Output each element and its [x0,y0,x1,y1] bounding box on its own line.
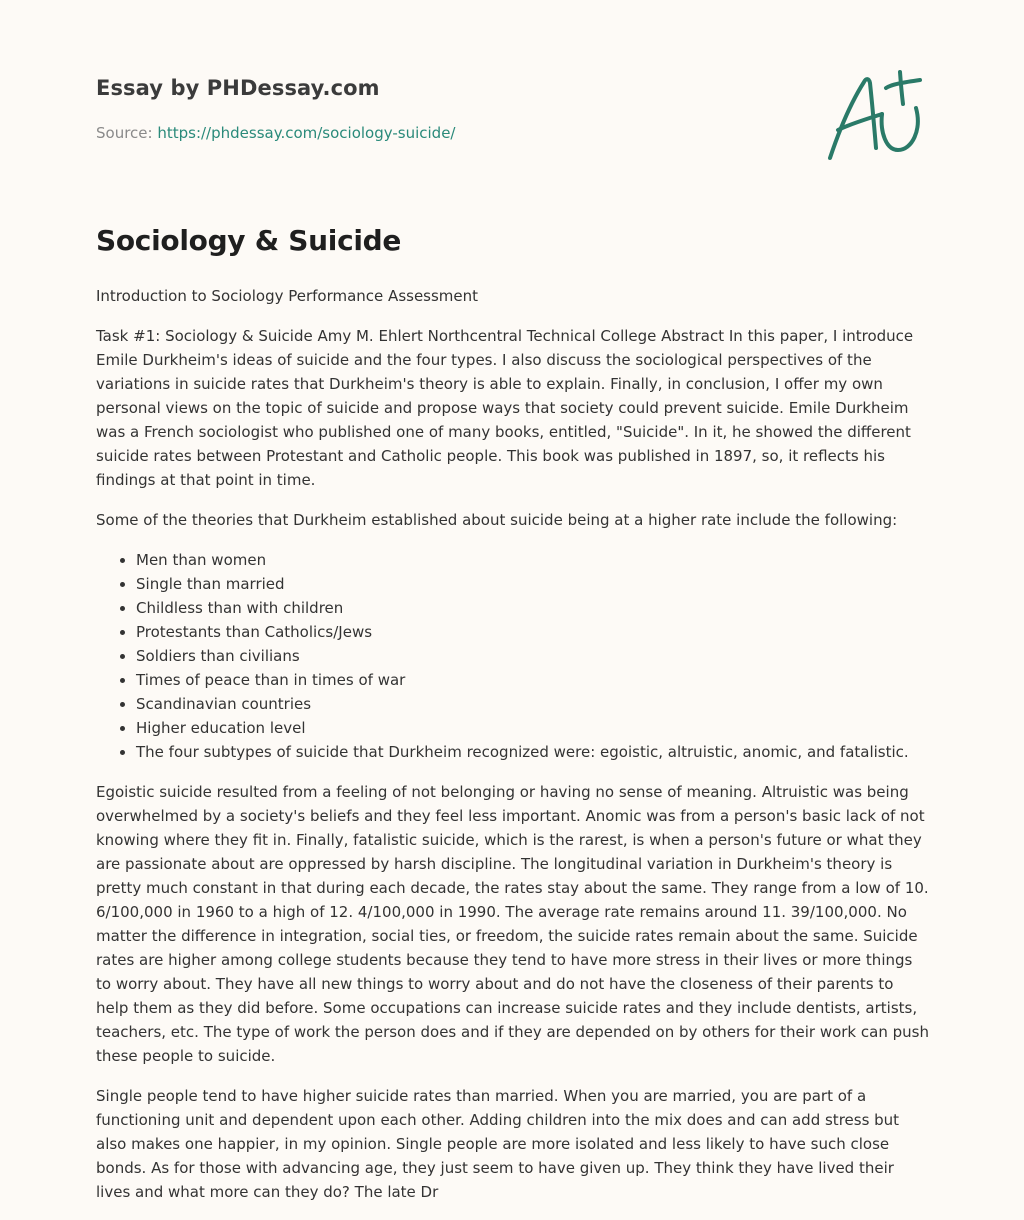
paragraph: Single people tend to have higher suicide rates than married. When you are married, you are part of a functioning unit and dependent upon each other. Adding children into the mix does and can add stress but also makes one happier, in my opinion. Single people are more isolated and less likely to have such close bonds. As for those with advancing age, they just seem to have given up. They think they have lived their lives and what more can they do? The late Dr [96,1087,900,1201]
theory-list [96,548,930,764]
source-link[interactable]: https://phdessay.com/sociology-suicide/ [157,124,456,142]
a-plus-logo-icon [824,68,928,164]
list-item: • Single than married [136,572,930,596]
paragraph: Some of the theories that Durkheim established about suicide being at a higher rate include the following: [96,511,898,529]
paragraph: Task #1: Sociology & Suicide Amy M. Ehlert Northcentral Technical College Abstract In this paper, I introduce Emile Durkheim's ideas of suicide and the four types. I also discuss the sociological perspectives of the variations in suicide rates that Durkheim's theory is able to explain. Finally, in conclusion, I offer my own personal views on the topic of suicide and propose ways that society could prevent suicide. Emile Durkheim was a French sociologist who published one of many books, entitled, "Suicide". In it, he showed the different suicide rates between Protestant and Catholic people. This book was published in 1897, so, it reflects his findings at that point in time. [96,327,914,489]
source-label: Source: [96,124,158,142]
source-line [96,124,456,142]
list-item: • The four subtypes of suicide that Durkheim recognized were: egoistic, altruistic, anomic, and fatalistic. [136,740,930,764]
list-item: • Times of peace than in times of war [136,668,930,692]
paragraph: Egoistic suicide resulted from a feeling of not belonging or having no sense of meaning. Altruistic was being overwhelmed by a society's beliefs and they feel less important. Anomic was from a person's basic lack of not knowing where they fit in. Finally, fatalistic suicide, which is the rarest, is when a person's future or what they are passionate about are oppressed by harsh discipline. The longitudinal variation in Durkheim's theory is pretty much constant in that during each decade, the rates stay about the same. They range from a low of 10. 6/100,000 in 1960 to a high of 12. 4/100,000 in 1990. The average rate remains around 11. 39/100,000. No matter the difference in integration, social ties, or freedom, the suicide rates remain about the same. Suicide rates are higher among college students because they tend to have more stress in their lives or more things to worry about. They have all new things to worry about and do not have the closeness of their parents to help them as they did before. Some occupations can increase suicide rates and they include dentists, artists, teachers, etc. The type of work the person does and if they are depended on by others for their work can push these people to suicide. [96,783,929,1065]
list-item: • Men than women [136,548,930,572]
essay-body [96,284,930,1220]
list-item: • Higher education level [136,716,930,740]
essay-subtitle: Introduction to Sociology Performance Assessment [96,287,479,305]
essay-title: Sociology & Suicide [96,224,402,257]
list-item: • Protestants than Catholics/Jews [136,620,930,644]
list-item: • Soldiers than civilians [136,644,930,668]
site-title: Essay by PHDessay.com [96,76,380,100]
list-item: • Scandinavian countries [136,692,930,716]
list-item: • Childless than with children [136,596,930,620]
